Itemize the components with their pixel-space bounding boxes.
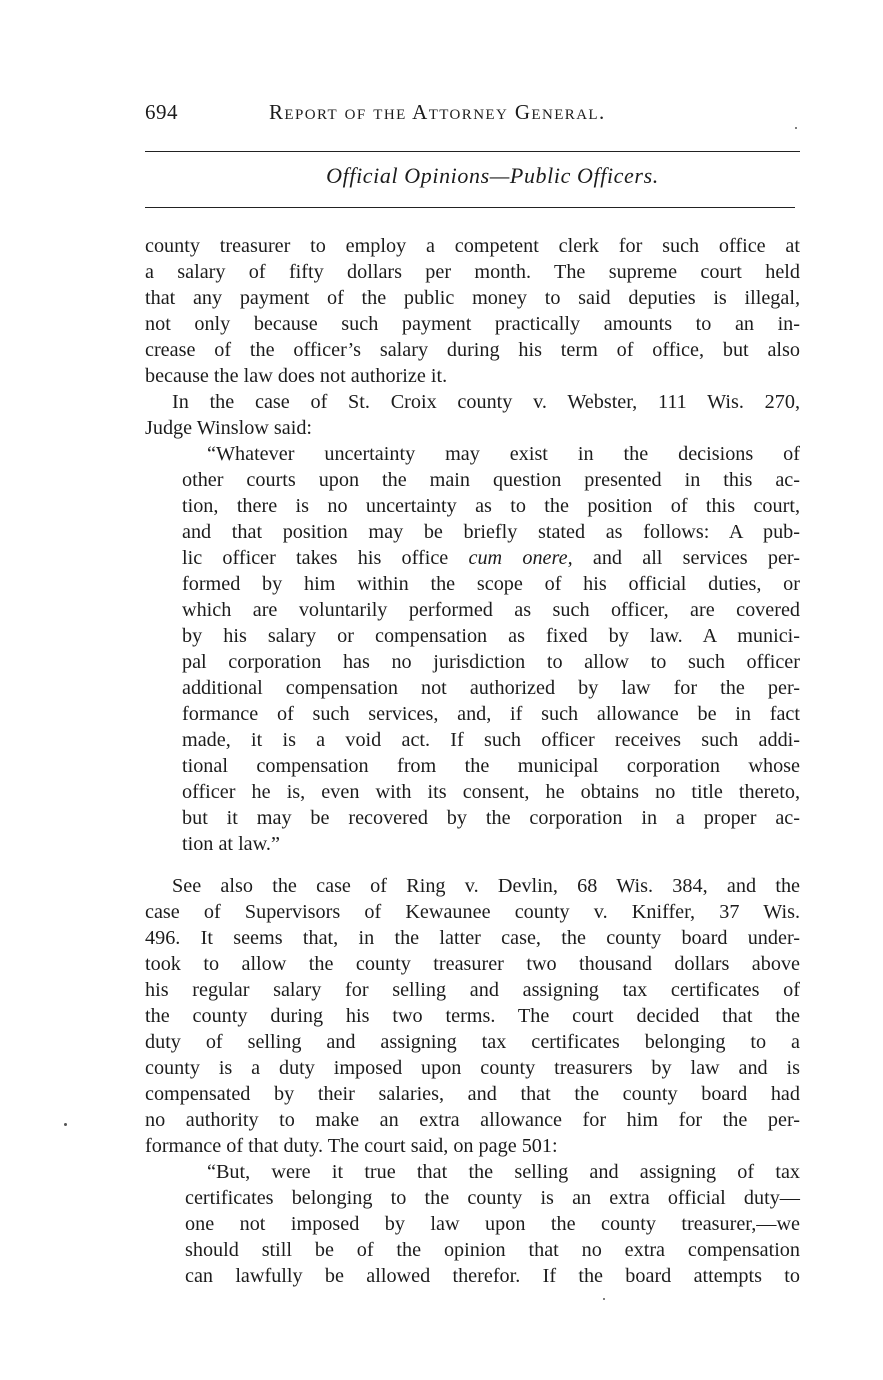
paragraph-ring-devlin bbox=[145, 873, 800, 1159]
quote-line: should still be of the opinion that no extra compensation bbox=[185, 1239, 800, 1261]
paragraph-continuation bbox=[145, 233, 800, 389]
quote-line: formance of such services, and, if such allowance be in fact bbox=[182, 703, 800, 725]
header-rule-top bbox=[145, 151, 800, 152]
text-line: that any payment of the public money to said deputies is illegal, bbox=[145, 287, 800, 309]
quote-line: made, it is a void act. If such officer receives such addi- bbox=[182, 729, 800, 751]
text-line: county is a duty imposed upon county treasurers by law and is bbox=[145, 1057, 800, 1079]
quote-text: and all services per- bbox=[572, 547, 800, 569]
scan-speck bbox=[64, 1123, 67, 1126]
quote-text: lic officer takes his office bbox=[182, 547, 469, 569]
latin-phrase: cum onere, bbox=[468, 547, 573, 569]
text-line: 496. It seems that, in the latter case, the county board under- bbox=[145, 927, 800, 949]
quote-line: tion, there is no uncertainty as to the position of this court, bbox=[182, 495, 800, 517]
quote-line: formed by him within the scope of his official duties, or bbox=[182, 573, 800, 595]
text-line: not only because such payment practically amounts to an in- bbox=[145, 313, 800, 335]
text-line: In the case of St. Croix county v. Webster, 111 Wis. 270, bbox=[172, 391, 800, 413]
quote-line: which are voluntarily performed as such officer, are covered bbox=[182, 599, 800, 621]
text-line: took to allow the county treasurer two thousand dollars above bbox=[145, 953, 800, 975]
page-number: 694 bbox=[145, 100, 178, 124]
paragraph-spacer bbox=[145, 857, 800, 873]
running-title: Report of the Attorney General. bbox=[269, 100, 606, 124]
text-line: case of Supervisors of Kewaunee county v. Kniffer, 37 Wis. bbox=[145, 901, 800, 923]
quote-line: officer he is, even with its consent, he obtains no title thereto, bbox=[182, 781, 800, 803]
text-line: a salary of fifty dollars per month. The supreme court held bbox=[145, 261, 800, 283]
quote-line-with-italic bbox=[182, 545, 800, 571]
scan-speck bbox=[795, 127, 797, 129]
quote-line: but it may be recovered by the corporation in a proper ac- bbox=[182, 807, 800, 829]
text-line: compensated by their salaries, and that the county board had bbox=[145, 1083, 800, 1105]
text-line: Judge Winslow said: bbox=[145, 417, 313, 439]
quote-line: by his salary or compensation as fixed by law. A munici- bbox=[182, 625, 800, 647]
scan-speck bbox=[603, 1298, 605, 1300]
quote-line: certificates belonging to the county is an extra official duty— bbox=[185, 1187, 800, 1209]
quote-line: and that position may be briefly stated as follows: A pub- bbox=[182, 521, 800, 543]
quote-line: other courts upon the main question presented in this ac- bbox=[182, 469, 800, 491]
running-head bbox=[145, 100, 800, 130]
quote-line: additional compensation not authorized by law for the per- bbox=[182, 677, 800, 699]
quote-line: tion at law.” bbox=[182, 833, 280, 855]
block-quote-winslow bbox=[182, 441, 800, 857]
text-line: See also the case of Ring v. Devlin, 68 Wis. 384, and the bbox=[172, 875, 800, 897]
header-rule-bottom bbox=[145, 207, 795, 208]
text-line: no authority to make an extra allowance for him for the per- bbox=[145, 1109, 800, 1131]
body-text bbox=[145, 233, 800, 1289]
quote-line: “Whatever uncertainty may exist in the decisions of bbox=[207, 443, 800, 465]
quote-line: “But, were it true that the selling and assigning of tax bbox=[207, 1161, 800, 1183]
text-line: duty of selling and assigning tax certificates belonging to a bbox=[145, 1031, 800, 1053]
text-line: formance of that duty. The court said, on page 501: bbox=[145, 1135, 558, 1157]
text-line: the county during his two terms. The court decided that the bbox=[145, 1005, 800, 1027]
block-quote-page-501 bbox=[185, 1159, 800, 1289]
text-line: because the law does not authorize it. bbox=[145, 365, 448, 387]
text-line: county treasurer to employ a competent clerk for such office at bbox=[145, 235, 800, 257]
quote-line: pal corporation has no jurisdiction to allow to such officer bbox=[182, 651, 800, 673]
text-line: his regular salary for selling and assigning tax certificates of bbox=[145, 979, 800, 1001]
quote-line: can lawfully be allowed therefor. If the board attempts to bbox=[185, 1265, 800, 1287]
quote-line: tional compensation from the municipal corporation whose bbox=[182, 755, 800, 777]
paragraph-st-croix bbox=[145, 389, 800, 441]
text-line: crease of the officer’s salary during his term of office, but also bbox=[145, 339, 800, 361]
quote-line: one not imposed by law upon the county treasurer,—we bbox=[185, 1213, 800, 1235]
section-title: Official Opinions—Public Officers. bbox=[326, 163, 659, 188]
